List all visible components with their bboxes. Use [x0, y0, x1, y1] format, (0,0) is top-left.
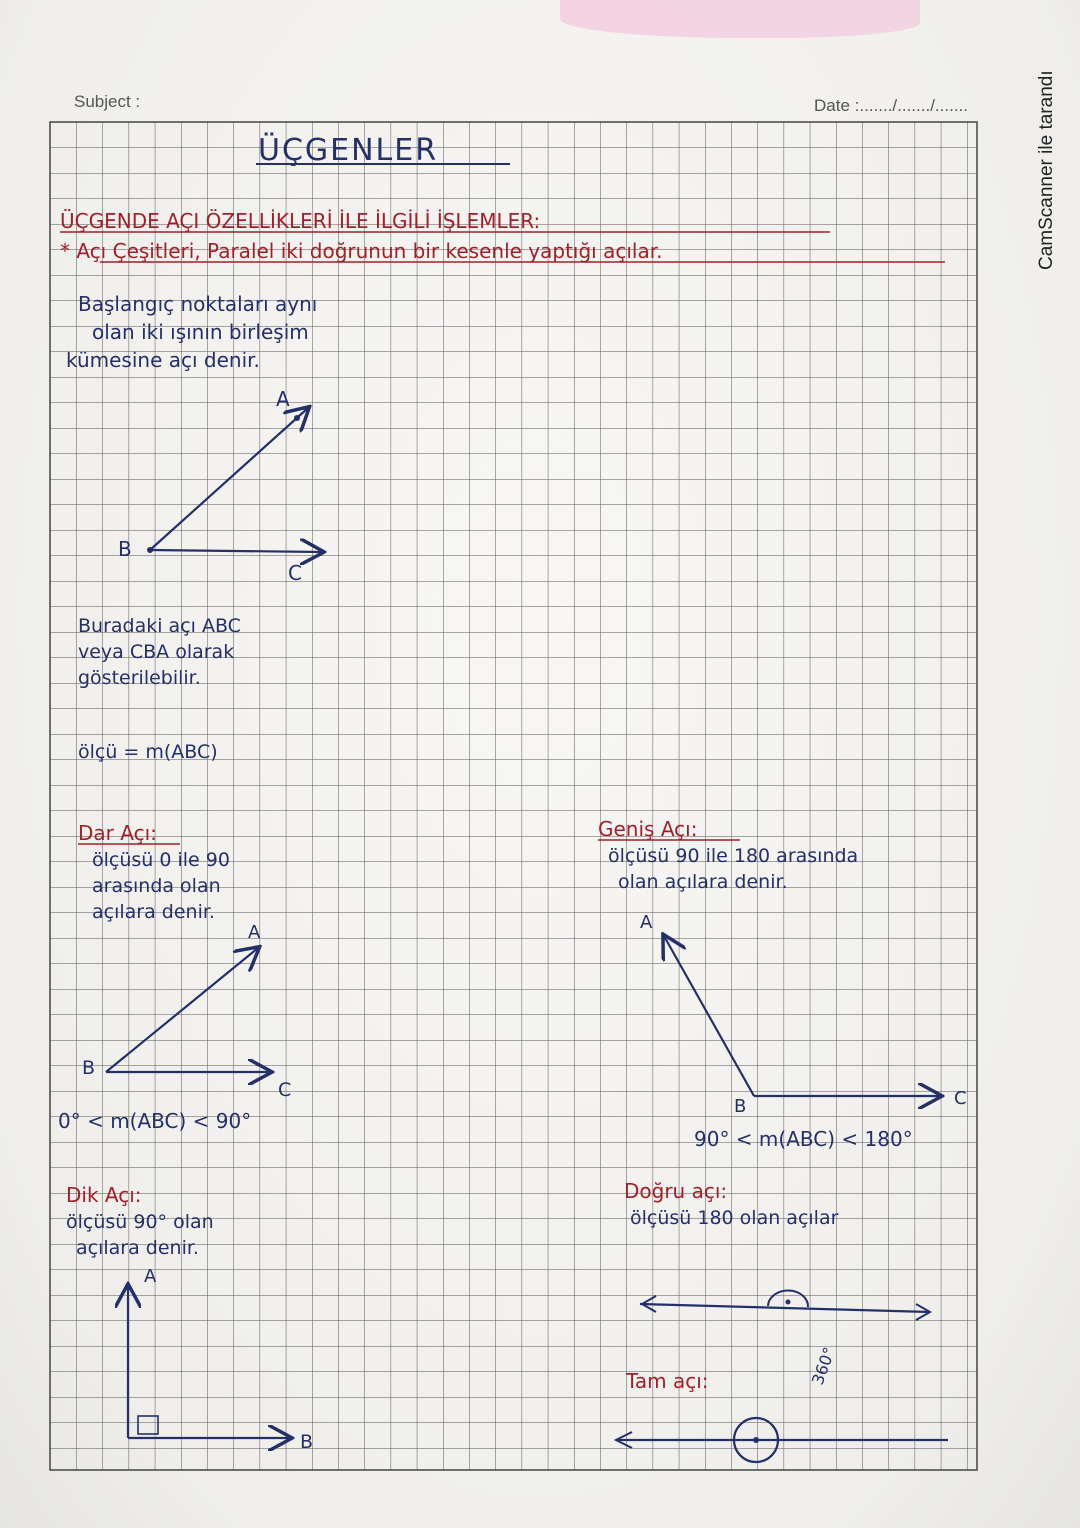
acute-inequality: 0° < m(ABC) < 90°: [58, 1109, 252, 1133]
right-label-b: B: [300, 1431, 314, 1453]
section-subtitle: * Açı Çeşitleri, Paralel iki doğrunun bir kesenle yaptığı açılar.: [60, 239, 663, 263]
obtuse-label-c: C: [954, 1088, 967, 1109]
obtuse-inequality: 90° < m(ABC) < 180°: [694, 1127, 913, 1151]
full-degree: 360°: [807, 1344, 839, 1388]
definition-line-3: kümesine açı denir.: [66, 348, 260, 372]
acute-line-1: ölçüsü 0 ile 90: [92, 849, 230, 871]
obtuse-label-a: A: [640, 912, 653, 933]
obtuse-line-1: ölçüsü 90 ile 180 arasında: [608, 845, 859, 867]
section-heading: ÜÇGENDE AÇI ÖZELLİKLERİ İLE İLGİLİ İŞLEMLER:: [60, 209, 541, 233]
diagram1-label-c: C: [288, 561, 302, 585]
right-label-a: A: [144, 1266, 157, 1287]
obtuse-label-b: B: [734, 1096, 747, 1117]
acute-label-c: C: [278, 1079, 292, 1101]
notation-line-3: gösterilebilir.: [78, 667, 201, 689]
full-heading: Tam açı:: [626, 1369, 709, 1393]
camscanner-watermark: CamScanner ile tarandı: [1036, 70, 1057, 270]
straight-heading: Doğru açı:: [624, 1179, 728, 1203]
right-line-1: ölçüsü 90° olan: [66, 1211, 214, 1233]
notation-line-1: Buradaki açı ABC: [78, 615, 241, 637]
definition-line-1: Başlangıç noktaları aynı: [78, 292, 318, 316]
acute-heading: Dar Açı:: [78, 821, 157, 845]
obtuse-heading: Geniş Açı:: [598, 817, 698, 841]
measure-formula: ölçü = m(ABC): [78, 741, 218, 763]
acute-line-2: arasında olan: [92, 875, 221, 897]
subject-label: Subject :: [74, 92, 141, 111]
acute-label-a: A: [248, 922, 261, 943]
notation-line-2: veya CBA olarak: [78, 641, 235, 663]
right-line-2: açılara denir.: [76, 1237, 199, 1259]
diagram1-label-a: A: [276, 387, 290, 411]
obtuse-line-2: olan açılara denir.: [618, 871, 788, 893]
right-heading: Dik Açı:: [66, 1183, 142, 1207]
diagram1-label-b: B: [118, 537, 132, 561]
date-label: Date :......./......./.......: [814, 96, 968, 115]
acute-label-b: B: [82, 1057, 96, 1079]
page-title: ÜÇGENLER: [258, 133, 439, 168]
definition-line-2: olan iki ışının birleşim: [92, 320, 309, 344]
straight-line-1: ölçüsü 180 olan açılar: [630, 1207, 839, 1229]
acute-line-3: açılara denir.: [92, 901, 215, 923]
